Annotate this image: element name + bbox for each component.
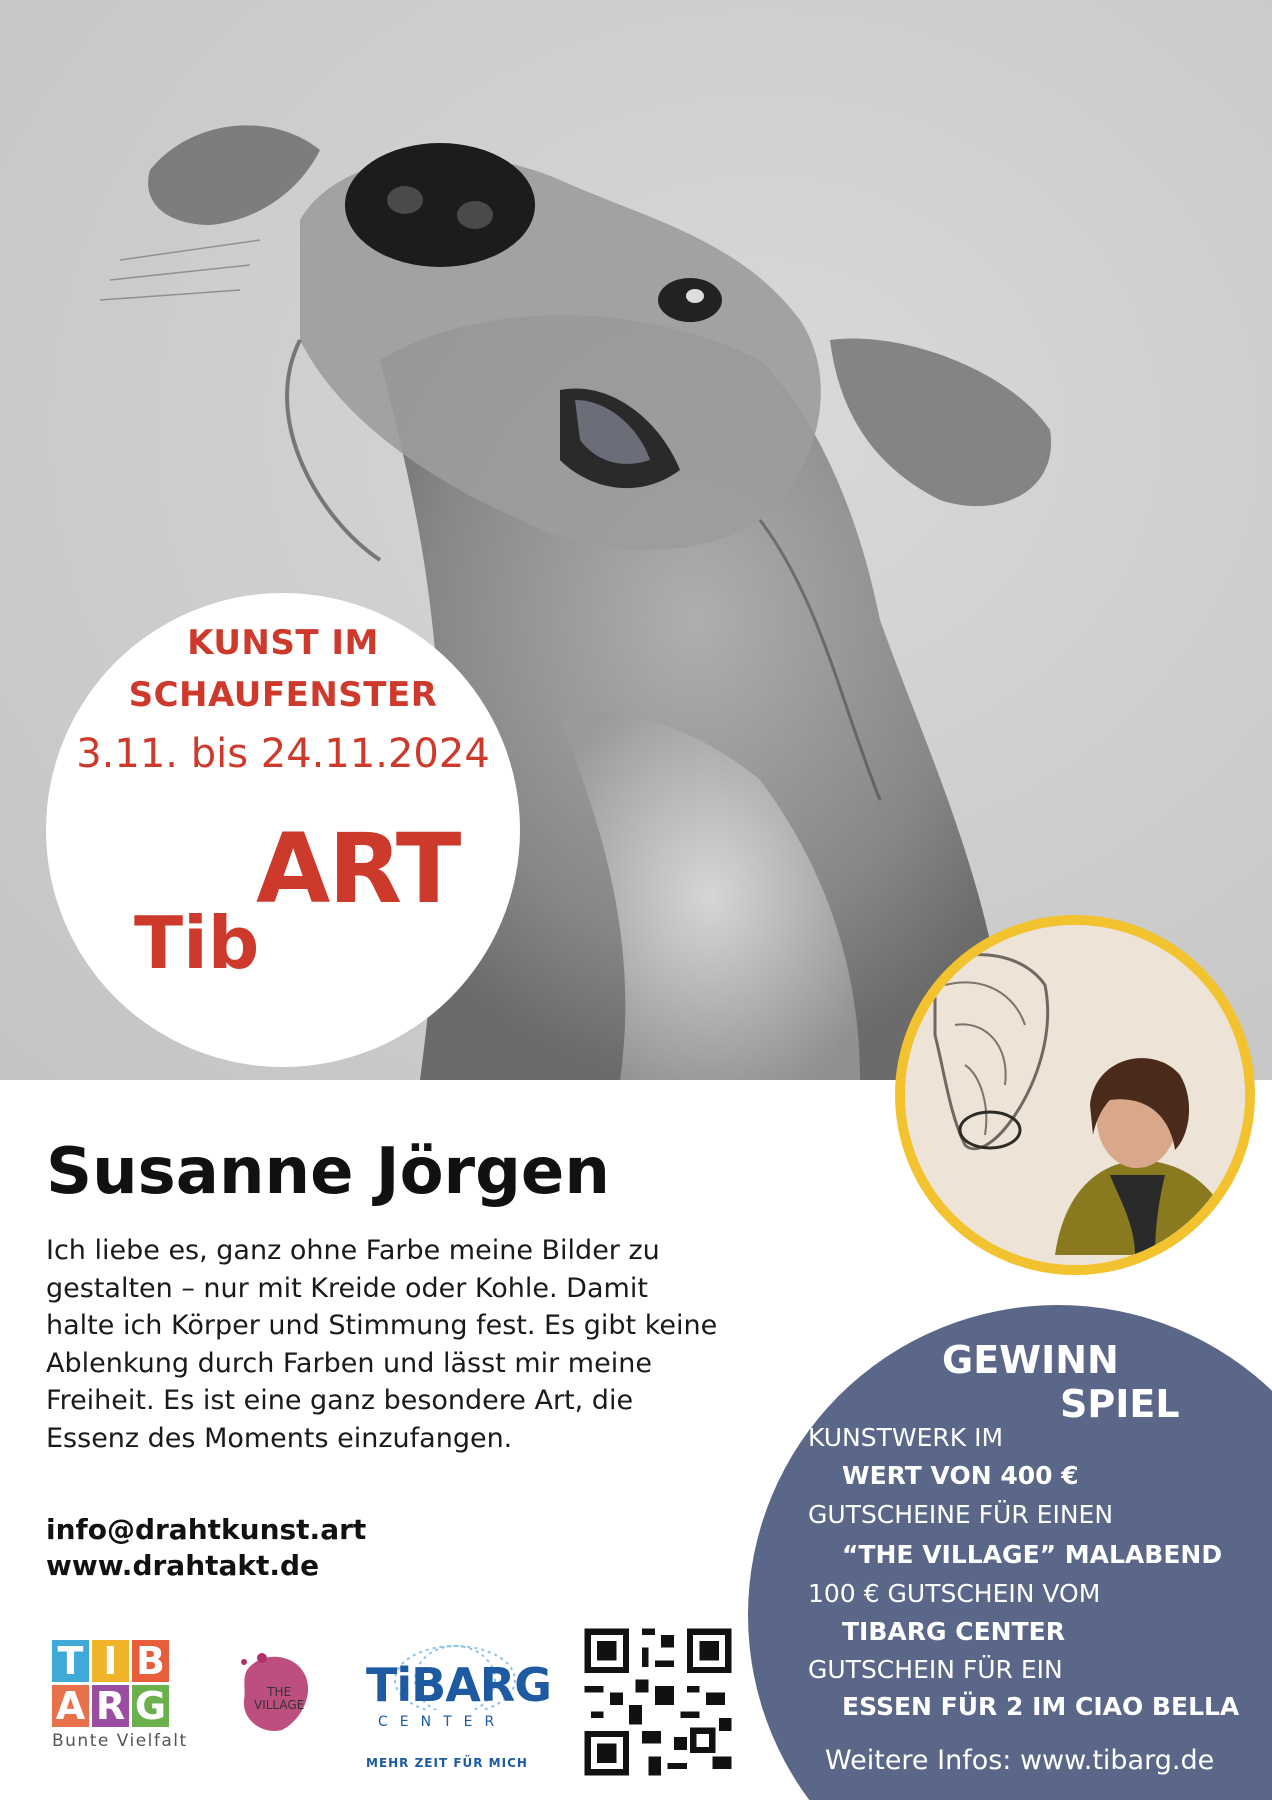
logo-letter: T: [52, 1640, 89, 1682]
artist-name: Susanne Jörgen: [46, 1135, 610, 1209]
tibart-logo-tib: Tib: [134, 901, 260, 985]
bio-line: Essenz des Moments einzufangen.: [46, 1422, 513, 1454]
village-line2: VILLAGE: [254, 1698, 305, 1712]
tibarg-center-wordmark: TiBARG: [366, 1658, 551, 1712]
tibarg-center-sub: CENTER: [378, 1714, 507, 1730]
artist-bio: [46, 1232, 846, 1457]
logo-letter: G: [132, 1685, 169, 1727]
logo-letter: R: [92, 1685, 129, 1727]
tibarg-center-slogan: MEHR ZEIT FÜR MICH: [366, 1756, 528, 1770]
prize-title-line1: GEWINN: [942, 1338, 1119, 1382]
artist-website[interactable]: www.drahtakt.de: [46, 1549, 320, 1582]
prize-item: ESSEN FÜR 2 IM CIAO BELLA: [842, 1692, 1240, 1721]
prize-title-line2: SPIEL: [1060, 1382, 1180, 1426]
logo-letter: B: [132, 1640, 169, 1682]
prize-item: KUNSTWERK IM: [808, 1423, 1004, 1452]
logo-letter: I: [92, 1640, 129, 1682]
prize-item: GUTSCHEINE FÜR EINEN: [808, 1500, 1114, 1529]
bio-line: Freiheit. Es ist eine ganz besondere Art, die: [46, 1385, 634, 1416]
event-dates: 3.11. bis 24.11.2024: [76, 731, 490, 777]
prize-item: TIBARG CENTER: [842, 1617, 1065, 1646]
tibarg-center-logo: [360, 1640, 550, 1770]
bio-line: halte ich Körper und Stimmung fest. Es gibt keine: [46, 1310, 718, 1341]
bio-line: gestalten – nur mit Kreide oder Kohle. Damit: [46, 1272, 648, 1304]
tibarg-bunte-vielfalt-logo: [52, 1640, 212, 1751]
qr-code[interactable]: [578, 1622, 738, 1782]
event-badge: [46, 593, 520, 1067]
more-info-link[interactable]: Weitere Infos: www.tibarg.de: [825, 1745, 1215, 1776]
the-village-logo: [232, 1640, 342, 1750]
prize-item: 100 € GUTSCHEIN VOM: [808, 1579, 1101, 1608]
artist-email[interactable]: info@drahtkunst.art: [46, 1513, 367, 1546]
artist-photo: [895, 915, 1255, 1275]
bio-line: Ablenkung durch Farben und lässt mir meine: [46, 1347, 652, 1379]
prize-item: “THE VILLAGE” MALABEND: [842, 1540, 1223, 1569]
artist-contact: [46, 1512, 366, 1584]
bio-line: Ich liebe es, ganz ohne Farbe meine Bilder zu: [46, 1235, 660, 1266]
village-line1: THE: [267, 1685, 292, 1699]
prize-item: WERT VON 400 €: [842, 1461, 1079, 1490]
prize-item: GUTSCHEIN FÜR EIN: [808, 1655, 1063, 1684]
tibart-logo-art: ART: [256, 813, 460, 925]
village-wordmark: [254, 1686, 304, 1712]
event-title-line1: KUNST IM: [187, 623, 379, 663]
artist-photo-illustration: [905, 925, 1245, 1265]
logo-caption: Bunte Vielfalt: [52, 1731, 188, 1751]
logo-letter: A: [52, 1685, 89, 1727]
event-title-line2: SCHAUFENSTER: [128, 675, 438, 715]
